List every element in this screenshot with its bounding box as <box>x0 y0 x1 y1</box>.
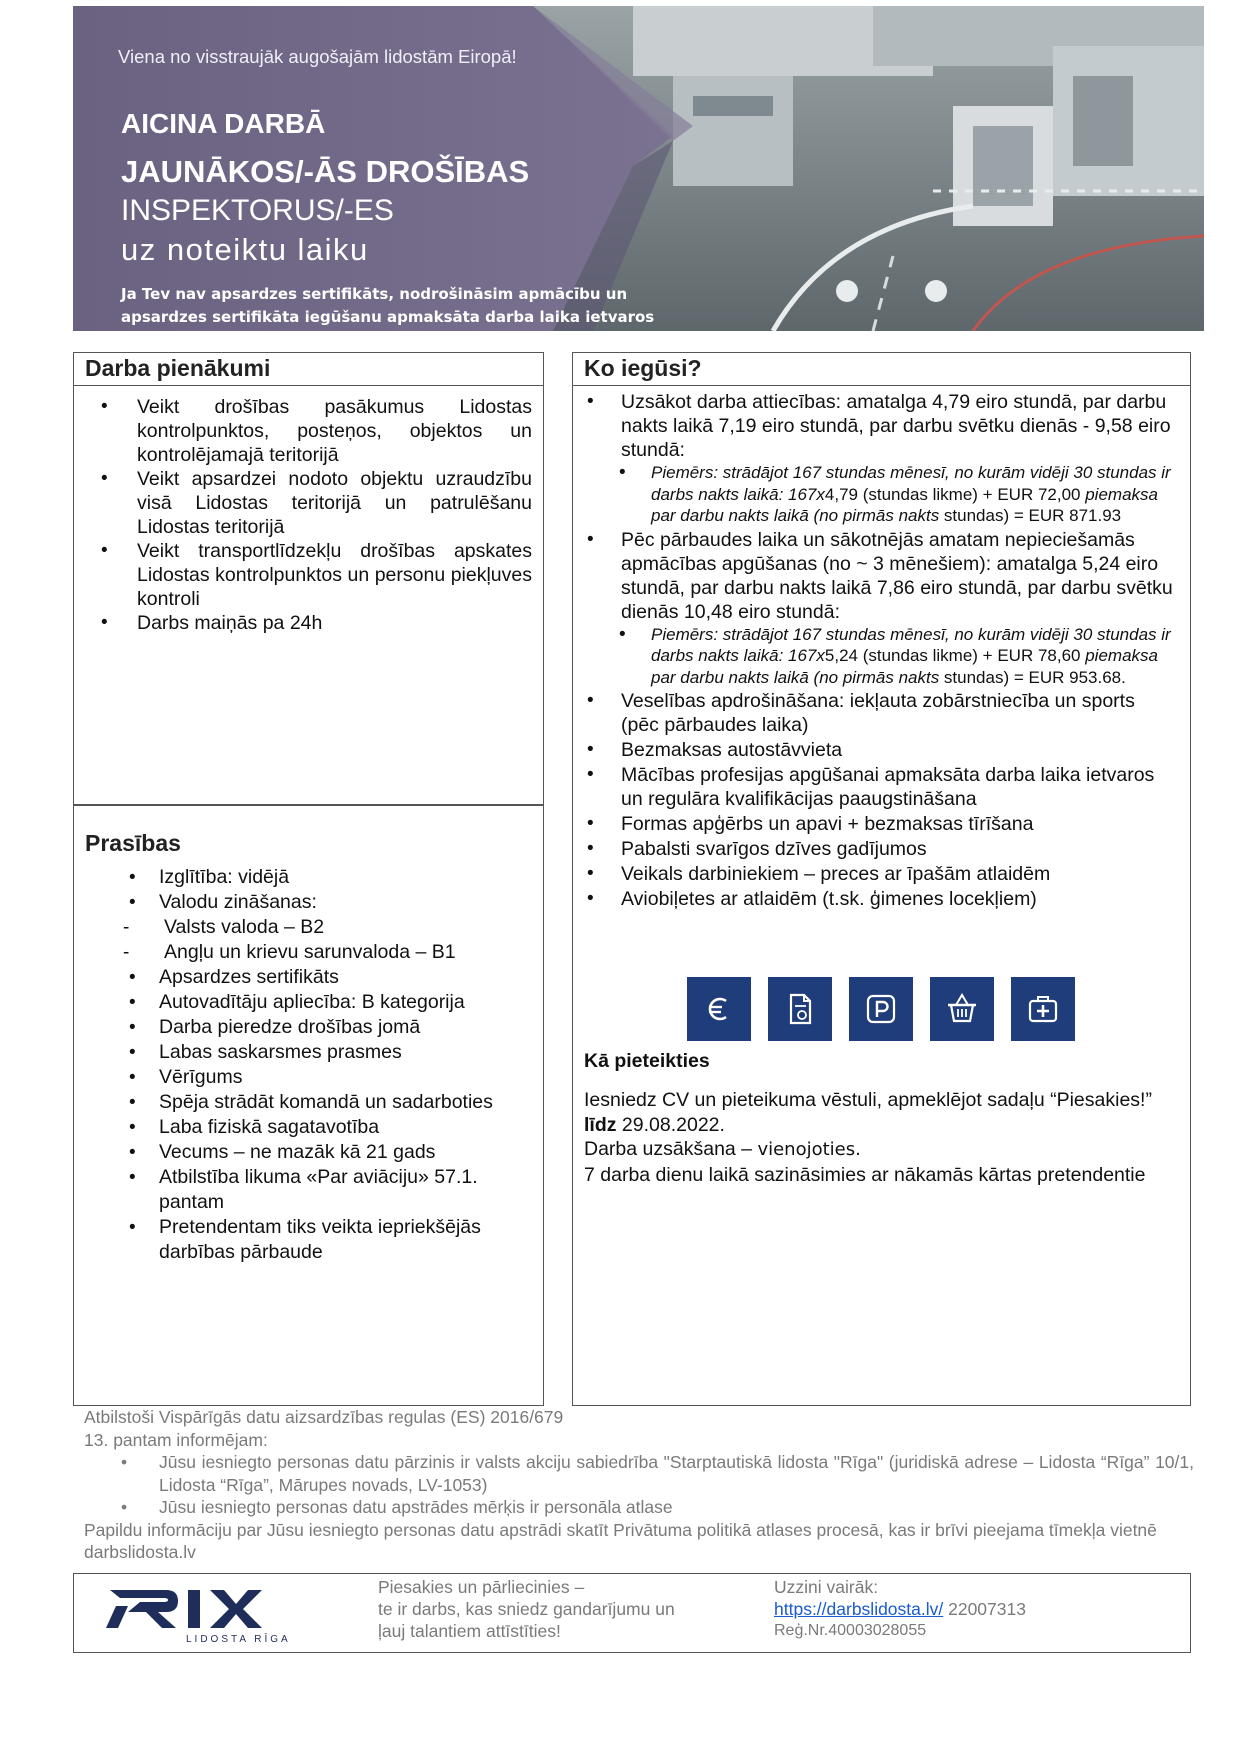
gdpr-line: 13. pantam informējam: <box>84 1429 268 1450</box>
example-text: 4,79 (stundas likme) + EUR 72,00 <box>824 484 1081 504</box>
website-link[interactable]: https://darbslidosta.lv/ <box>774 1599 944 1619</box>
logo-subtitle: LIDOSTA RĪGA <box>186 1634 291 1644</box>
basket-icon <box>930 977 994 1041</box>
list-item: • Pretendentam tiks veikta iepriekšējās darbības pārbaude <box>159 1215 532 1265</box>
example-text: piemaksa par darbu nakts laikā (no pirmās nakts <box>651 646 1158 687</box>
list-item: • Vērīgums <box>159 1065 532 1090</box>
benefits-section <box>572 352 1191 1406</box>
phone-number: 22007313 <box>943 1599 1026 1619</box>
list-item: • Laba fiziskā sagatavotība <box>159 1115 532 1140</box>
benefit-example <box>651 462 1176 527</box>
hero-banner <box>73 6 1204 331</box>
list-item: • Apsardzes sertifikāts <box>159 965 532 990</box>
list-item: • Vecums – ne mazāk kā 21 gads <box>159 1140 532 1165</box>
gdpr-list <box>84 1451 1194 1519</box>
duties-title: Darba pienākumi <box>74 353 543 386</box>
apply-text-part: Iesniedz CV un pieteikuma vēstuli, apmeklējot sadaļu “Piesakies!” <box>584 1089 1152 1111</box>
example-text: 5,24 (stundas likme) + EUR 78,60 <box>824 646 1081 665</box>
apply-deadline: 29.08.2022. <box>616 1113 725 1136</box>
requirements-list <box>74 857 543 1265</box>
benefit-item: • Aviobiļetes ar atlaidēm (t.sk. ģimenes locekļiem) <box>621 887 1176 911</box>
list-item: • Spēja strādāt komandā un sadarboties <box>159 1090 532 1115</box>
example-text: Piemērs: strādājot 167 stundas mēnesī, no kurām vidēji 30 stundas ir darbs nakts laikā: 167x <box>651 624 1171 665</box>
hero-text <box>73 6 713 331</box>
parking-icon <box>849 977 913 1041</box>
slogan-line: te ir darbs, kas sniedz gandarījumu un <box>378 1599 675 1619</box>
gdpr-line: Atbilstoši Vispārīgās datu aizsardzības regulas (ES) 2016/679 <box>84 1407 564 1427</box>
example-text: piemaksa par darbu nakts laikā (no pirmās nakts <box>651 484 1158 525</box>
requirements-title: Prasības <box>85 830 181 856</box>
list-item: • Autovadītāju apliecība: B kategorija <box>159 990 532 1015</box>
slogan-line: Piesakies un pārliecinies – <box>378 1577 585 1597</box>
benefit-item: • Mācības profesijas apgūšanai apmaksāta darba laika ietvaros un regulāra kvalifikācijas paaugstināšana <box>621 763 1176 811</box>
duties-section <box>73 352 544 806</box>
benefit-item: • Pabalsti svarīgos dzīves gadījumos <box>621 837 1176 861</box>
list-item: • Veikt apsardzei nodoto objektu uzraudzību visā Lidostas teritorijā un patrulēšanu Lidostas teritorijā <box>137 467 532 539</box>
apply-title: Kā pieteikties <box>584 1050 710 1072</box>
benefits-title: Ko iegūsi? <box>573 353 1190 386</box>
benefit-item: • Bezmaksas autostāvvieta <box>621 738 1176 762</box>
footer-slogan <box>378 1576 708 1642</box>
apply-deadline-label: līdz <box>584 1113 617 1136</box>
benefit-text: Pēc pārbaudes laika un sākotnējās amatam nepieciešamās apmācības apgūšanas (no ~ 3 mēnešiem): amatalga 5,24 eiro stundā, par darbu nakts laikā 7,86 eiro stundā, par darbu svētku dienās 10,48 eiro stundā: <box>621 528 1173 623</box>
footer-bar <box>73 1573 1191 1653</box>
benefits-list <box>573 386 1190 911</box>
example-text: Piemērs: strādājot 167 stundas mēnesī, no kurām vidēji 30 stundas ir darbs nakts laikā: 167x <box>651 463 1171 504</box>
registration-number: Reģ.Nr.40003028055 <box>774 1622 927 1639</box>
example-text: stundas) = EUR 871.93 <box>939 506 1122 525</box>
list-item: • Valodu zināšanas: <box>159 890 532 915</box>
list-item: • Veikt drošības pasākumus Lidostas kontrolpunktos, posteņos, objektos un kontrolējamajā teritorijā <box>137 395 532 467</box>
benefit-icons <box>687 977 1075 1041</box>
list-item: • Atbilstība likuma «Par aviāciju» 57.1. pantam <box>159 1165 532 1215</box>
hero-certificate-note: Ja Tev nav apsardzes sertifikāts, nodrošināsim apmācību un apsardzes sertifikāta iegūšanu apmaksāta darba laika ietvaros <box>121 285 655 326</box>
benefit-item <box>621 390 1176 527</box>
hero-heading-position: JAUNĀKOS/-ĀS DROŠĪBAS <box>121 154 530 189</box>
apply-start: vienojoties. <box>757 1139 861 1160</box>
contacts-label: Uzzini vairāk: <box>774 1577 879 1597</box>
benefit-example-list <box>621 462 1176 527</box>
hero-tagline: Viena no visstraujāk augošajām lidostām Eiropā! <box>118 46 517 67</box>
benefit-item <box>621 528 1176 689</box>
list-item: • Jūsu iesniegto personas datu apstrādes mērķis ir personāla atlase <box>159 1496 1194 1519</box>
slogan-line: ļauj talantiem attīstīties! <box>378 1621 561 1641</box>
gdpr-notice <box>84 1406 1194 1564</box>
rix-logo <box>106 1584 311 1644</box>
apply-line: 7 darba dienu laikā sazināsimies ar nākamās kārtas pretendentie <box>584 1163 1146 1186</box>
hero-heading-role: INSPEKTORUS/-ES <box>121 194 394 227</box>
apply-line <box>584 1137 1164 1163</box>
medical-bag-icon <box>1011 977 1075 1041</box>
example-text: stundas) = EUR 953.68. <box>939 667 1126 687</box>
apply-text-part: Darba uzsākšana – <box>584 1138 758 1160</box>
document-icon <box>768 977 832 1041</box>
duties-list <box>74 386 543 635</box>
benefit-text: Uzsākot darba attiecības: amatalga 4,79 eiro stundā, par darbu nakts laikā 7,19 eiro stundā, par darbu svētku dienās - 9,58 eiro stundā: <box>621 391 1171 461</box>
benefit-item: • Veikals darbiniekiem – preces ar īpašām atlaidēm <box>621 862 1176 886</box>
list-item: • Jūsu iesniegto personas datu pārzinis ir valsts akciju sabiedrība "Starptautiskā lidosta "Rīga" (juridiskā adrese – Lidosta “Rīga” 10/1, Lidosta “Rīga”, Mārupes novads, LV-1053) <box>159 1451 1194 1496</box>
requirements-section <box>73 804 544 1406</box>
benefit-item: • Formas apģērbs un apavi + bezmaksas tīrīšana <box>621 812 1176 836</box>
list-item: - Angļu un krievu sarunvaloda – B1 <box>159 940 532 965</box>
list-item: • Izglītība: vidējā <box>159 865 532 890</box>
benefit-example-list <box>621 624 1176 689</box>
benefit-item: • Veselības apdrošināšana: iekļauta zobārstniecība un sports (pēc pārbaudes laika) <box>621 689 1176 737</box>
apply-text <box>584 1088 1164 1187</box>
list-item: - Valsts valoda – B2 <box>159 915 532 940</box>
gdpr-more-info: Papildu informāciju par Jūsu iesniegto personas datu apstrādi skatīt Privātuma politikā atlases procesā, kas ir brīvi pieejama tīmekļa vietnē darbslidosta.lv <box>84 1519 1157 1562</box>
list-item: • Darba pieredze drošības jomā <box>159 1015 532 1040</box>
euro-icon <box>687 977 751 1041</box>
list-item: • Darbs maiņās pa 24h <box>137 611 532 635</box>
apply-line <box>584 1088 1164 1137</box>
hero-heading-invite: AICINA DARBĀ <box>121 108 326 139</box>
list-item: • Labas saskarsmes prasmes <box>159 1040 532 1065</box>
benefit-example <box>651 624 1176 689</box>
list-item: • Veikt transportlīdzekļu drošības apskates Lidostas kontrolpunktos un personu piekļuves kontroli <box>137 539 532 611</box>
hero-heading-term: uz noteiktu laiku <box>121 232 369 267</box>
contacts-line <box>774 1598 1174 1620</box>
footer-contacts <box>774 1576 1174 1642</box>
